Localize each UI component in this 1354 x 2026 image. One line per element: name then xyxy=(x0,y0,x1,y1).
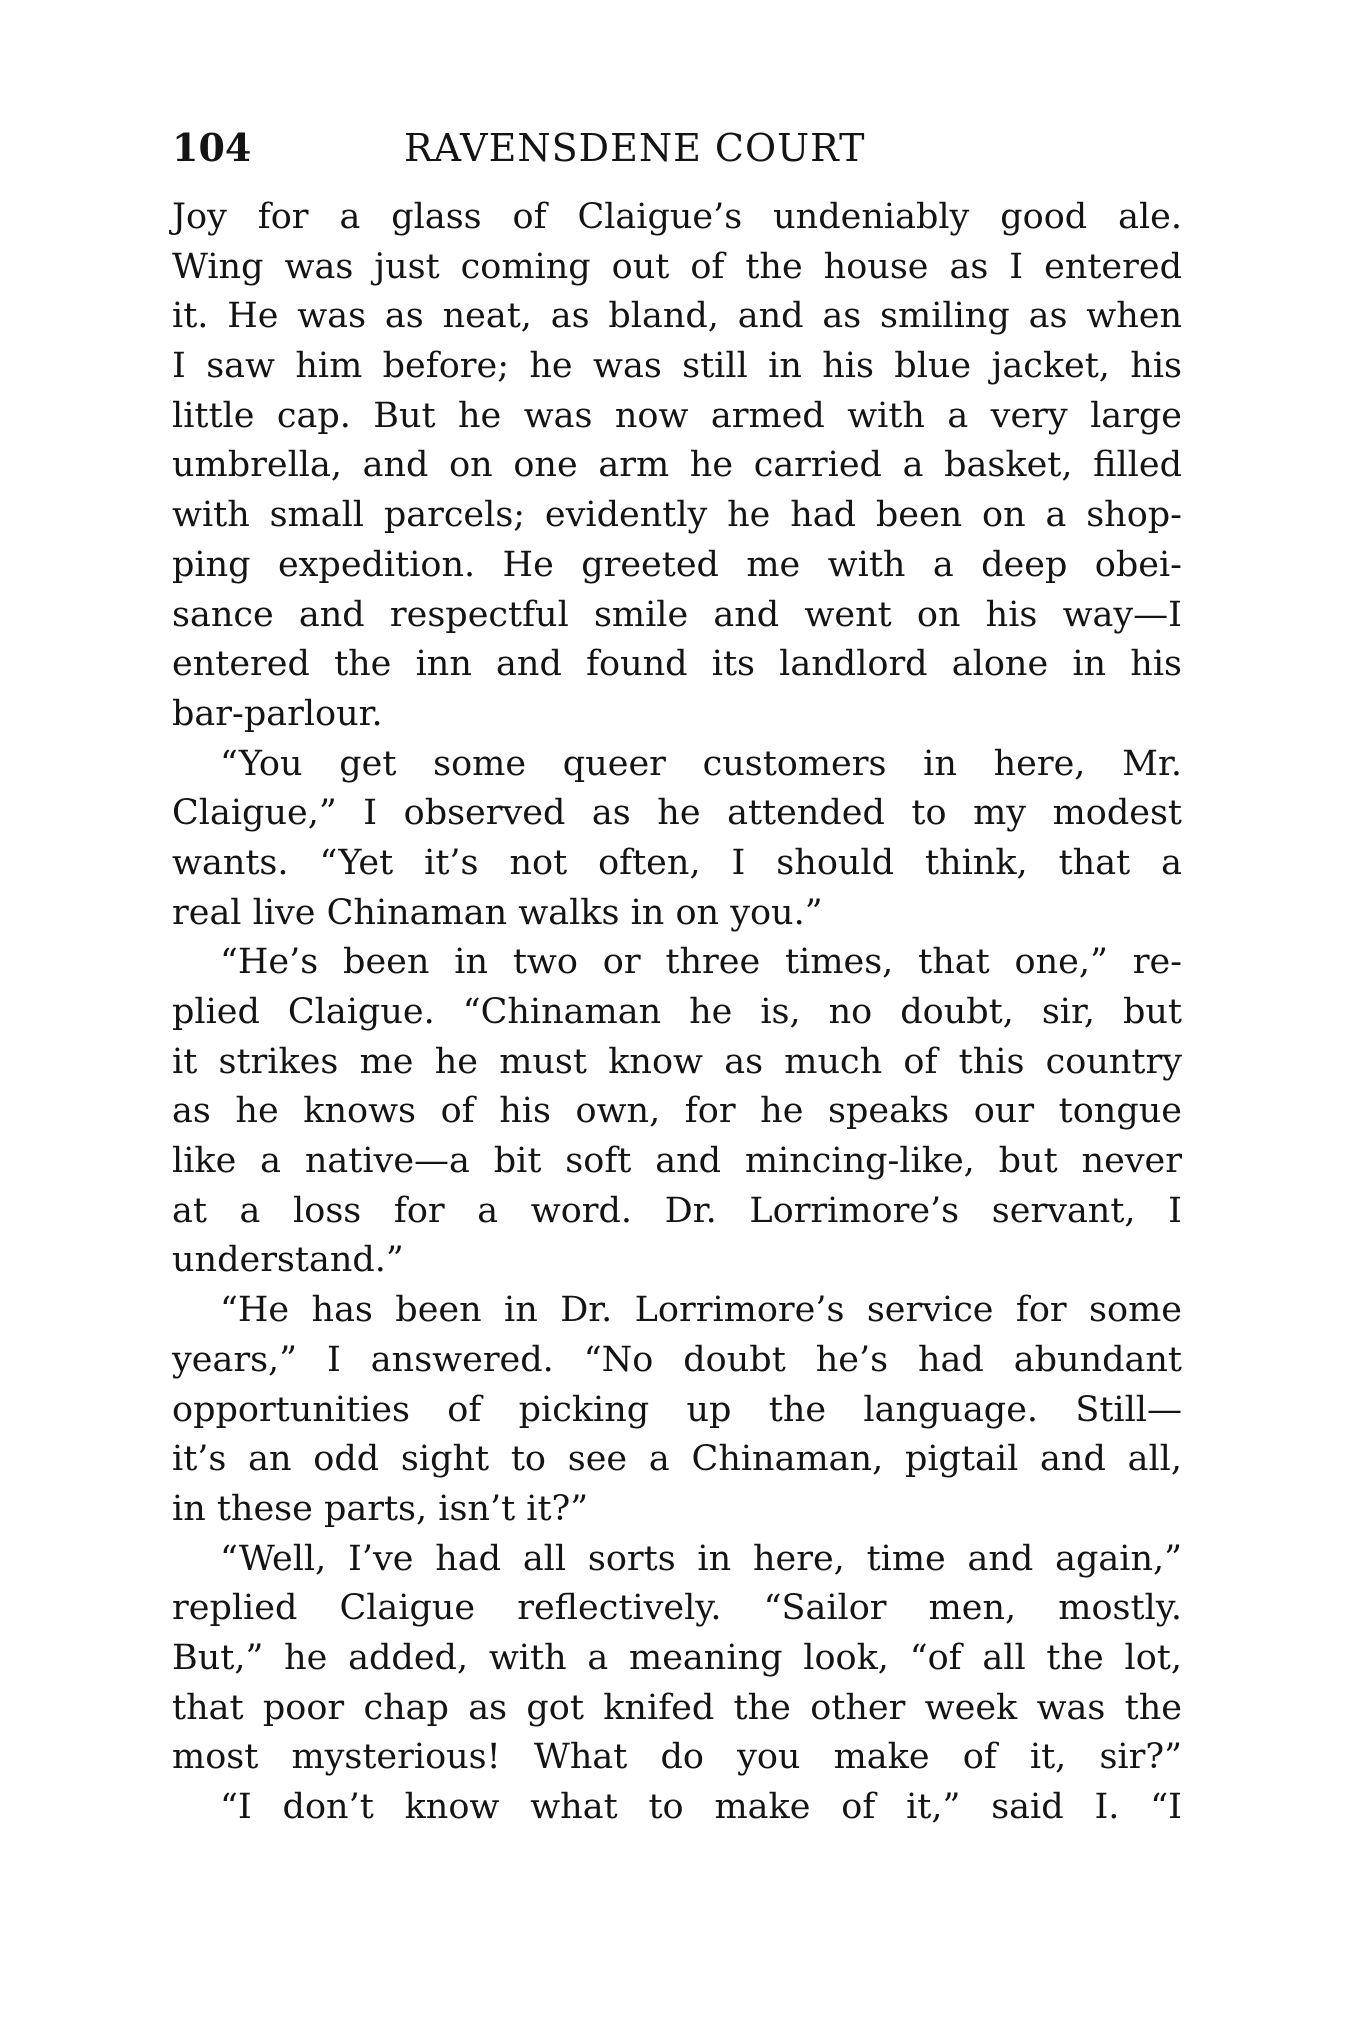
running-head xyxy=(172,122,1182,174)
text-line: wants. “Yet it’s not often, I should think, that a xyxy=(172,842,1182,883)
text-line: I saw him before; he was still in his blue jacket, his xyxy=(172,346,1182,387)
text-line: sance and respectful smile and went on his way—I xyxy=(172,594,1182,635)
text-line: opportunities of picking up the language. Still— xyxy=(172,1389,1182,1430)
text-line: replied Claigue reflectively. “Sailor men, mostly. xyxy=(172,1588,1182,1629)
text-line: years,” I answered. “No doubt he’s had abundant xyxy=(172,1339,1182,1380)
text-line: Claigue,” I observed as he attended to my modest xyxy=(172,793,1182,834)
text-line: as he knows of his own, for he speaks our tongue xyxy=(172,1091,1182,1132)
text-line: But,” he added, with a meaning look, “of all the lot, xyxy=(172,1637,1182,1678)
text-line: bar-parlour. xyxy=(172,693,383,734)
body-text xyxy=(172,193,1182,1833)
text-line: plied Claigue. “Chinaman he is, no doubt, sir, but xyxy=(172,992,1182,1032)
page-number: 104 xyxy=(172,125,252,170)
text-line: entered the inn and found its landlord alone in his xyxy=(172,644,1182,685)
text-line: real live Chinaman walks in on you.” xyxy=(172,892,823,933)
text-line: ping expedition. He greeted me with a deep obei- xyxy=(172,544,1182,585)
text-line: it’s an odd sight to see a Chinaman, pigtail and all, xyxy=(172,1439,1182,1480)
text-line: “I don’t know what to make of it,” said I. “I xyxy=(220,1787,1182,1827)
text-line: “He’s been in two or three times, that one,” re- xyxy=(220,942,1182,983)
text-line: at a loss for a word. Dr. Lorrimore’s servant, I xyxy=(172,1190,1182,1231)
text-line: understand.” xyxy=(172,1240,404,1281)
text-line: little cap. But he was now armed with a very large xyxy=(172,395,1182,436)
text-line: it. He was as neat, as bland, and as smiling as when xyxy=(172,296,1182,337)
text-line: like a native—a bit soft and mincing-like, but never xyxy=(172,1141,1182,1182)
text-line: with small parcels; evidently he had been on a shop- xyxy=(172,495,1182,536)
text-line: most mysterious! What do you make of it, sir?” xyxy=(172,1737,1182,1778)
text-line: “He has been in Dr. Lorrimore’s service for some xyxy=(220,1290,1182,1331)
text-line: in these parts, isn’t it?” xyxy=(172,1488,589,1529)
book-title: RAVENSDENE COURT xyxy=(404,126,866,170)
text-line: Joy for a glass of Claigue’s undeniably good ale. xyxy=(172,197,1182,237)
text-line: Wing was just coming out of the house as I entered xyxy=(172,246,1182,287)
text-line: umbrella, and on one arm he carried a basket, filled xyxy=(172,445,1182,486)
text-line: “You get some queer customers in here, Mr. xyxy=(220,743,1182,784)
text-line: it strikes me he must know as much of this country xyxy=(172,1041,1182,1082)
text-line: “Well, I’ve had all sorts in here, time and again,” xyxy=(220,1538,1182,1579)
text-line: that poor chap as got knifed the other week was the xyxy=(172,1687,1182,1728)
